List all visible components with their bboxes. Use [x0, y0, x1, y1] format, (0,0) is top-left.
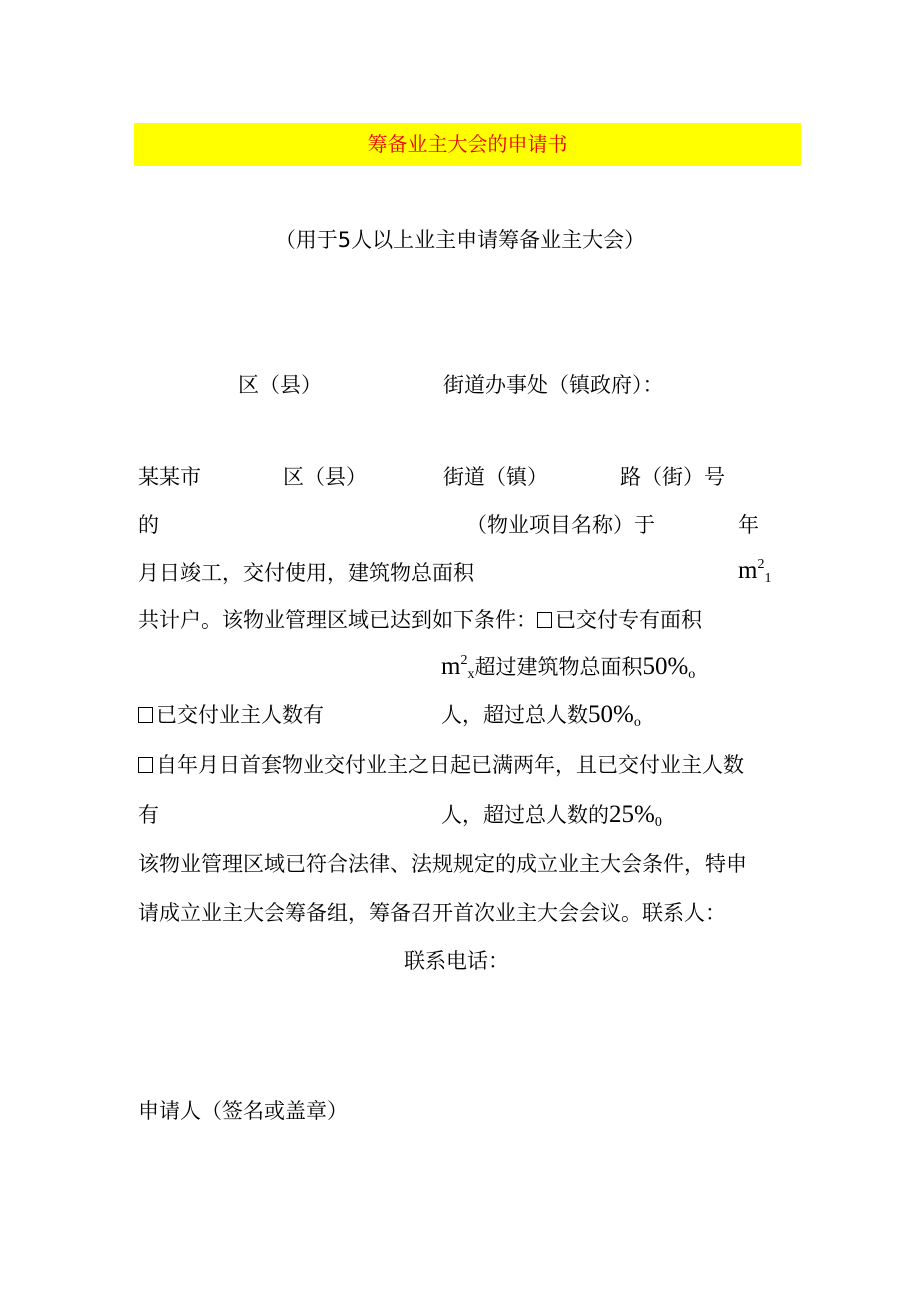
- checkbox-two-years[interactable]: [138, 757, 153, 773]
- conditions-text: 共计户。该物业管理区域已达到如下条件： 已交付专有面积: [138, 608, 702, 632]
- two-years-condition: 人，超过总人数的$25\%_0$: [441, 801, 662, 830]
- document-subtitle: （用于5人以上业主申请筹备业主大会）: [274, 228, 646, 252]
- legal-statement: 该物业管理区域已符合法律、法规规定的成立业主大会条件，特申: [138, 852, 747, 876]
- de-label: 的: [138, 513, 159, 537]
- street-label: 街道（镇）: [443, 465, 548, 489]
- phone-label: 联系电话：: [404, 949, 509, 973]
- two-years-option: 自年月日首套物业交付业主之日起已满两年，且已交付业主人数: [138, 752, 744, 778]
- owners-count-option: 已交付业主人数有: [138, 702, 324, 728]
- district-label: 区（县）: [283, 465, 367, 489]
- signature-label: 申请人（签名或盖章）: [138, 1099, 348, 1123]
- road-label: 路（街）号: [620, 465, 725, 489]
- checkbox-owners-count[interactable]: [138, 707, 153, 723]
- area-unit: $m^2_1$: [738, 557, 772, 586]
- owners-count-condition: 人，超过总人数$50\%_o$: [441, 701, 641, 730]
- completion-text: 月日竣工，交付使用，建筑物总面积: [138, 561, 474, 585]
- addressee-district: 区（县）: [238, 373, 322, 397]
- city-label: 某某市: [138, 465, 201, 489]
- title-banner: [134, 123, 801, 166]
- year-label: 年: [738, 513, 759, 537]
- you-label: 有: [138, 803, 159, 827]
- addressee-office: 街道办事处（镇政府）：: [443, 373, 664, 397]
- project-name-label: （物业项目名称）于: [466, 513, 655, 537]
- checkbox-exclusive-area[interactable]: [537, 612, 552, 628]
- request-statement: 请成立业主大会筹备组，筹备召开首次业主大会会议。联系人：: [138, 901, 726, 925]
- area-condition: $m^2_x$超过建筑物总面积$50\%_o$: [441, 653, 696, 682]
- document-title: 筹备业主大会的申请书: [367, 132, 568, 156]
